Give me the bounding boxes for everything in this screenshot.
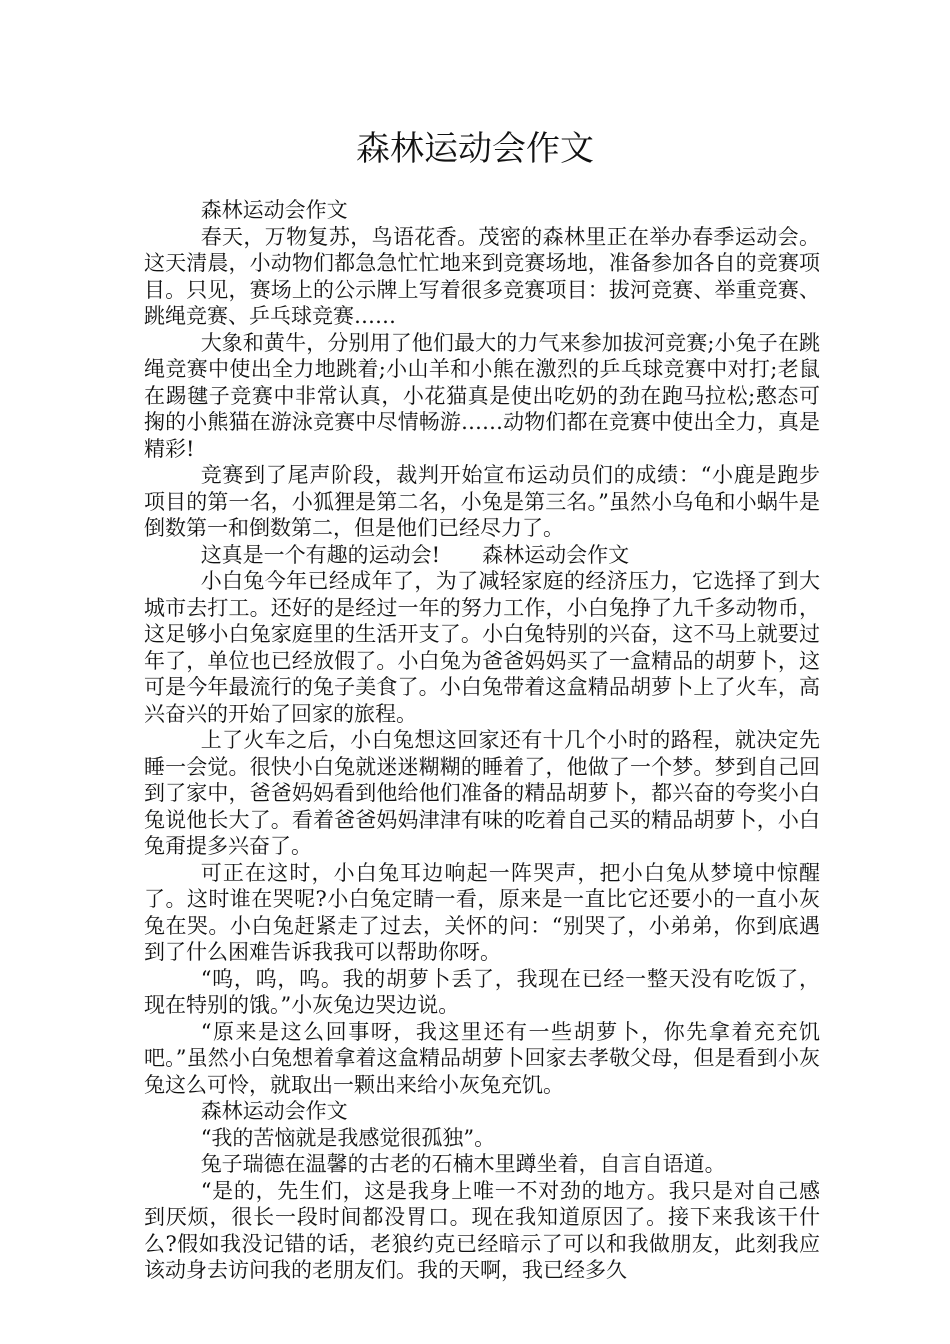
paragraph: 上了火车之后，小白兔想这回家还有十几个小时的路程，就决定先睡一会觉。很快小白兔就迷迷糊糊的睡着了，他做了一个梦。梦到自己回到了家中，爸爸妈妈看到他给他们准备的精品胡萝卜，都兴奋的夸奖小白兔说他长大了。看着爸爸妈妈津津有味的吃着自己买的精品胡萝卜，小白兔甭提多兴奋了。: [144, 728, 820, 858]
paragraph: 小白兔今年已经成年了，为了减轻家庭的经济压力，它选择了到大城市去打工。还好的是经过一年的努力工作，小白兔挣了九千多动物币，这足够小白兔家庭里的生活开支了。小白兔特别的兴奋，这不马上就要过年了，单位也已经放假了。小白兔为爸爸妈妈买了一盒精品的胡萝卜，这可是今年最流行的兔子美食了。小白兔带着这盒精品胡萝卜上了火车，高兴奋兴的开始了回家的旅程。: [144, 569, 820, 726]
paragraph: 兔子瑞德在温馨的古老的石楠木里蹲坐着，自言自语道。: [200, 1152, 726, 1176]
paragraph: 大象和黄牛，分别用了他们最大的力气来参加拔河竞赛;小兔子在跳绳竞赛中使出全力地跳着;小山羊和小熊在激烈的乒乓球竞赛中对打;老鼠在踢毽子竞赛中非常认真，小花猫真是使出吃奶的劲在跑马拉松;憨态可掬的小熊猫在游泳竞赛中尽情畅游……动物们都在竞赛中使出全力，真是精彩!: [144, 330, 820, 461]
paragraph: 这真是一个有趣的运动会! 森林运动会作文: [200, 542, 630, 567]
paragraph: 可正在这时，小白兔耳边响起一阵哭声，把小白兔从梦境中惊醒了。这时谁在哭呢?小白兔定睛一看，原来是一直比它还要小的一直小灰兔在哭。小白兔赶紧走了过去，关怀的问：“别哭了，小弟弟，你到底遇到了什么困难告诉我我可以帮助你呀。: [144, 860, 820, 964]
paragraph: 森林运动会作文: [200, 1099, 348, 1123]
document-body: [144, 197, 820, 1284]
paragraph: “我的苦恼就是我感觉很孤独”。: [200, 1125, 496, 1150]
paragraph: “原来是这么回事呀，我这里还有一些胡萝卜，你先拿着充充饥吧。”虽然小白兔想着拿着这盒精品胡萝卜回家去孝敬父母，但是看到小灰兔这么可怜，就取出一颗出来给小灰兔充饥。: [144, 1019, 820, 1097]
paragraph: 竞赛到了尾声阶段，裁判开始宣布运动员们的成绩：“小鹿是跑步项目的第一名，小狐狸是第二名，小兔是第三名。”虽然小乌龟和小蜗牛是倒数第一和倒数第二，但是他们已经尽力了。: [144, 463, 820, 540]
document-title: 森林运动会作文: [356, 129, 594, 169]
paragraph: “呜，呜，呜。我的胡萝卜丢了，我现在已经一整天没有吃饭了，现在特别的饿。”小灰兔边哭边说。: [144, 966, 820, 1017]
paragraph: “是的，先生们，这是我身上唯一不对劲的地方。我只是对自己感到厌烦，很长一段时间都没胃口。现在我知道原因了。接下来我该干什么?假如我没记错的话，老狼约克已经暗示了可以和我做朋友，此刻我应该动身去访问我的老朋友们。我的天啊，我已经多久: [144, 1178, 820, 1282]
paragraph: 森林运动会作文: [200, 198, 348, 222]
paragraph: 春天，万物复苏，鸟语花香。茂密的森林里正在举办春季运动会。这天清晨，小动物们都急急忙忙地来到竞赛场地，准备参加各自的竞赛项目。只见，赛场上的公示牌上写着很多竞赛项目：拔河竞赛、举重竞赛、跳绳竞赛、乒乓球竞赛……: [144, 224, 820, 328]
